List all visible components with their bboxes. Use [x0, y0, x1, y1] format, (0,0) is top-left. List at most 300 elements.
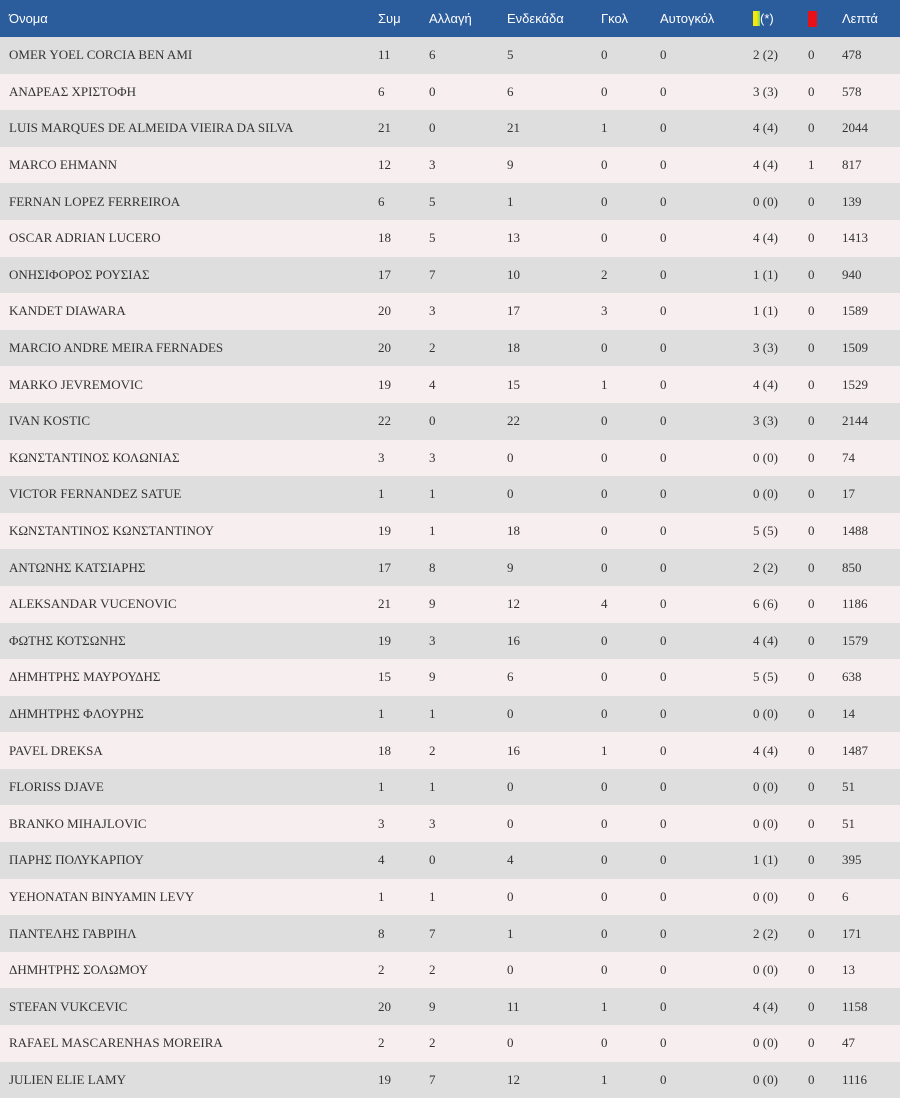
starts-cell: 0	[507, 705, 514, 721]
yellow-cards-cell: 1 (1)	[753, 266, 778, 282]
minutes-cell: 2144	[842, 413, 868, 429]
own-goals-cell: 0	[660, 962, 667, 978]
table-row[interactable]	[0, 513, 900, 550]
column-header-minutes[interactable]: Λεπτά	[842, 11, 878, 26]
own-goals-cell: 0	[660, 193, 667, 209]
appearances-cell: 6	[378, 193, 385, 209]
player-name-cell[interactable]: OSCAR ADRIAN LUCERO	[9, 230, 161, 246]
red-cards-cell: 0	[808, 815, 815, 831]
column-header-own-goals[interactable]: Αυτογκόλ	[660, 11, 715, 26]
substitutions-cell: 3	[429, 632, 436, 648]
own-goals-cell: 0	[660, 120, 667, 136]
appearances-cell: 22	[378, 413, 391, 429]
yellow-cards-cell: 5 (5)	[753, 669, 778, 685]
minutes-cell: 74	[842, 449, 855, 465]
minutes-cell: 940	[842, 266, 862, 282]
yellow-cards-cell: 0 (0)	[753, 1035, 778, 1051]
appearances-cell: 19	[378, 632, 391, 648]
player-name-cell[interactable]: ΔΗΜΗΤΡΗΣ ΣΟΛΩΜΟΥ	[9, 962, 149, 978]
red-cards-cell: 0	[808, 303, 815, 319]
substitutions-cell: 1	[429, 888, 436, 904]
appearances-cell: 19	[378, 523, 391, 539]
own-goals-cell: 0	[660, 1071, 667, 1087]
red-cards-cell: 0	[808, 266, 815, 282]
substitutions-cell: 0	[429, 83, 436, 99]
table-row[interactable]	[0, 110, 900, 147]
player-name-cell[interactable]: KANDET DIAWARA	[9, 303, 126, 319]
player-name-cell[interactable]: ΚΩΝΣΤΑΝΤΙΝΟΣ ΚΟΛΩΝΙΑΣ	[9, 449, 180, 465]
starts-cell: 0	[507, 962, 514, 978]
table-row[interactable]	[0, 1062, 900, 1098]
goals-cell: 0	[601, 779, 608, 795]
yellow-cards-suffix: (*)	[760, 11, 774, 26]
starts-cell: 16	[507, 742, 520, 758]
starts-cell: 1	[507, 925, 514, 941]
player-name-cell[interactable]: ΠΑΡΗΣ ΠΟΛΥΚΑΡΠΟΥ	[9, 852, 144, 868]
starts-cell: 21	[507, 120, 520, 136]
column-header-subs[interactable]: Αλλαγή	[429, 11, 472, 26]
red-cards-cell: 0	[808, 559, 815, 575]
yellow-cards-cell: 1 (1)	[753, 852, 778, 868]
appearances-cell: 8	[378, 925, 385, 941]
yellow-cards-cell: 1 (1)	[753, 303, 778, 319]
substitutions-cell: 7	[429, 266, 436, 282]
minutes-cell: 1158	[842, 998, 868, 1014]
appearances-cell: 3	[378, 449, 385, 465]
substitutions-cell: 2	[429, 742, 436, 758]
red-cards-cell: 0	[808, 669, 815, 685]
own-goals-cell: 0	[660, 779, 667, 795]
appearances-cell: 17	[378, 559, 391, 575]
yellow-cards-cell: 0 (0)	[753, 449, 778, 465]
goals-cell: 0	[601, 852, 608, 868]
player-name-cell[interactable]: ΑΝΔΡΕΑΣ ΧΡΙΣΤΟΦΗ	[9, 83, 137, 99]
red-cards-cell: 0	[808, 120, 815, 136]
minutes-cell: 1413	[842, 230, 868, 246]
table-row[interactable]	[0, 805, 900, 842]
own-goals-cell: 0	[660, 705, 667, 721]
table-row[interactable]	[0, 696, 900, 733]
yellow-cards-cell: 6 (6)	[753, 596, 778, 612]
yellow-cards-cell: 3 (3)	[753, 340, 778, 356]
yellow-cards-cell: 4 (4)	[753, 376, 778, 392]
substitutions-cell: 7	[429, 925, 436, 941]
substitutions-cell: 5	[429, 230, 436, 246]
player-name-cell[interactable]: MARCIO ANDRE MEIRA FERNADES	[9, 340, 224, 356]
table-body	[0, 37, 900, 1098]
player-name-cell[interactable]: ΟΝΗΣΙΦΟΡΟΣ ΡΟΥΣΙΑΣ	[9, 266, 150, 282]
player-name-cell[interactable]: MARKO JEVREMOVIC	[9, 376, 143, 392]
red-cards-cell: 0	[808, 852, 815, 868]
goals-cell: 0	[601, 815, 608, 831]
appearances-cell: 18	[378, 230, 391, 246]
table-row[interactable]	[0, 915, 900, 952]
red-cards-cell: 0	[808, 998, 815, 1014]
table-row[interactable]	[0, 147, 900, 184]
minutes-cell: 2044	[842, 120, 868, 136]
goals-cell: 0	[601, 449, 608, 465]
goals-cell: 0	[601, 705, 608, 721]
player-name-cell[interactable]: RAFAEL MASCARENHAS MOREIRA	[9, 1035, 223, 1051]
player-name-cell[interactable]: ΑΝΤΩΝΗΣ ΚΑΤΣΙΑΡΗΣ	[9, 559, 146, 575]
table-row[interactable]	[0, 659, 900, 696]
table-row[interactable]	[0, 988, 900, 1025]
minutes-cell: 1116	[842, 1071, 868, 1087]
substitutions-cell: 2	[429, 340, 436, 356]
player-name-cell[interactable]: JULIEN ELIE LAMY	[9, 1071, 126, 1087]
player-name-cell[interactable]: ΔΗΜΗΤΡΗΣ ΦΛΟΥΡΗΣ	[9, 705, 144, 721]
red-cards-cell: 0	[808, 742, 815, 758]
table-row[interactable]	[0, 623, 900, 660]
table-row[interactable]	[0, 842, 900, 879]
substitutions-cell: 1	[429, 779, 436, 795]
goals-cell: 0	[601, 83, 608, 99]
goals-cell: 0	[601, 888, 608, 904]
goals-cell: 1	[601, 120, 608, 136]
goals-cell: 1	[601, 376, 608, 392]
red-cards-cell: 0	[808, 925, 815, 941]
substitutions-cell: 0	[429, 852, 436, 868]
minutes-cell: 14	[842, 705, 855, 721]
red-cards-cell: 0	[808, 888, 815, 904]
red-cards-cell: 0	[808, 523, 815, 539]
own-goals-cell: 0	[660, 632, 667, 648]
starts-cell: 18	[507, 523, 520, 539]
starts-cell: 1	[507, 193, 514, 209]
appearances-cell: 20	[378, 998, 391, 1014]
starts-cell: 9	[507, 157, 514, 173]
own-goals-cell: 0	[660, 47, 667, 63]
own-goals-cell: 0	[660, 998, 667, 1014]
substitutions-cell: 1	[429, 523, 436, 539]
substitutions-cell: 9	[429, 669, 436, 685]
appearances-cell: 18	[378, 742, 391, 758]
player-name-cell[interactable]: FERNAN LOPEZ FERREIROA	[9, 193, 181, 209]
goals-cell: 0	[601, 340, 608, 356]
minutes-cell: 638	[842, 669, 862, 685]
player-name-cell[interactable]: VICTOR FERNANDEZ SATUE	[9, 486, 182, 502]
own-goals-cell: 0	[660, 376, 667, 392]
player-name-cell[interactable]: LUIS MARQUES DE ALMEIDA VIEIRA DA SILVA	[9, 120, 294, 136]
goals-cell: 0	[601, 1035, 608, 1051]
own-goals-cell: 0	[660, 266, 667, 282]
yellow-cards-cell: 4 (4)	[753, 157, 778, 173]
minutes-cell: 1579	[842, 632, 868, 648]
own-goals-cell: 0	[660, 157, 667, 173]
goals-cell: 0	[601, 230, 608, 246]
minutes-cell: 47	[842, 1035, 855, 1051]
table-row[interactable]	[0, 549, 900, 586]
own-goals-cell: 0	[660, 925, 667, 941]
appearances-cell: 1	[378, 486, 385, 502]
appearances-cell: 2	[378, 962, 385, 978]
yellow-card-icon	[753, 11, 760, 26]
player-name-cell[interactable]: ΠΑΝΤΕΛΗΣ ΓΑΒΡΙΗΛ	[9, 925, 137, 941]
red-cards-cell: 0	[808, 486, 815, 502]
appearances-cell: 20	[378, 340, 391, 356]
column-header-goals[interactable]: Γκολ	[601, 11, 628, 26]
column-header-yellow-cards[interactable]	[753, 0, 808, 37]
red-cards-cell: 0	[808, 962, 815, 978]
goals-cell: 0	[601, 669, 608, 685]
substitutions-cell: 4	[429, 376, 436, 392]
player-name-cell[interactable]: STEFAN VUKCEVIC	[9, 998, 128, 1014]
minutes-cell: 1589	[842, 303, 868, 319]
table-row[interactable]	[0, 586, 900, 623]
minutes-cell: 1529	[842, 376, 868, 392]
red-cards-cell: 0	[808, 596, 815, 612]
yellow-cards-cell: 3 (3)	[753, 413, 778, 429]
substitutions-cell: 2	[429, 1035, 436, 1051]
red-cards-cell: 0	[808, 47, 815, 63]
yellow-cards-cell: 4 (4)	[753, 998, 778, 1014]
appearances-cell: 1	[378, 705, 385, 721]
substitutions-cell: 7	[429, 1071, 436, 1087]
table-row[interactable]	[0, 366, 900, 403]
substitutions-cell: 1	[429, 705, 436, 721]
table-row[interactable]	[0, 293, 900, 330]
minutes-cell: 6	[842, 888, 849, 904]
table-row[interactable]	[0, 952, 900, 989]
appearances-cell: 21	[378, 120, 391, 136]
starts-cell: 12	[507, 1071, 520, 1087]
substitutions-cell: 6	[429, 47, 436, 63]
yellow-cards-cell: 0 (0)	[753, 779, 778, 795]
own-goals-cell: 0	[660, 83, 667, 99]
minutes-cell: 17	[842, 486, 855, 502]
goals-cell: 0	[601, 193, 608, 209]
minutes-cell: 1186	[842, 596, 868, 612]
minutes-cell: 139	[842, 193, 862, 209]
yellow-cards-cell: 0 (0)	[753, 486, 778, 502]
own-goals-cell: 0	[660, 303, 667, 319]
column-header-apps[interactable]: Συμ	[378, 11, 401, 26]
appearances-cell: 15	[378, 669, 391, 685]
substitutions-cell: 8	[429, 559, 436, 575]
table-row[interactable]	[0, 183, 900, 220]
minutes-cell: 850	[842, 559, 862, 575]
starts-cell: 0	[507, 449, 514, 465]
appearances-cell: 6	[378, 83, 385, 99]
goals-cell: 0	[601, 925, 608, 941]
goals-cell: 0	[601, 559, 608, 575]
yellow-cards-cell: 5 (5)	[753, 523, 778, 539]
starts-cell: 0	[507, 888, 514, 904]
goals-cell: 0	[601, 47, 608, 63]
table-row[interactable]	[0, 257, 900, 294]
starts-cell: 16	[507, 632, 520, 648]
substitutions-cell: 2	[429, 962, 436, 978]
table-row[interactable]	[0, 1025, 900, 1062]
own-goals-cell: 0	[660, 413, 667, 429]
red-cards-cell: 0	[808, 779, 815, 795]
appearances-cell: 11	[378, 47, 391, 63]
minutes-cell: 51	[842, 815, 855, 831]
yellow-cards-cell: 4 (4)	[753, 120, 778, 136]
yellow-cards-cell: 2 (2)	[753, 559, 778, 575]
table-row[interactable]	[0, 403, 900, 440]
player-name-cell[interactable]: PAVEL DREKSA	[9, 742, 103, 758]
yellow-cards-cell: 0 (0)	[753, 705, 778, 721]
starts-cell: 6	[507, 83, 514, 99]
minutes-cell: 395	[842, 852, 862, 868]
starts-cell: 18	[507, 340, 520, 356]
red-cards-cell: 0	[808, 1035, 815, 1051]
own-goals-cell: 0	[660, 340, 667, 356]
appearances-cell: 12	[378, 157, 391, 173]
appearances-cell: 20	[378, 303, 391, 319]
red-cards-cell: 1	[808, 157, 815, 173]
column-header-starts[interactable]: Ενδεκάδα	[507, 11, 564, 26]
player-name-cell[interactable]: ΦΩΤΗΣ ΚΟΤΣΩΝΗΣ	[9, 632, 126, 648]
red-cards-cell: 0	[808, 376, 815, 392]
appearances-cell: 4	[378, 852, 385, 868]
substitutions-cell: 1	[429, 486, 436, 502]
table-row[interactable]	[0, 37, 900, 74]
table-row[interactable]	[0, 732, 900, 769]
player-name-cell[interactable]: BRANKO MIHAJLOVIC	[9, 815, 147, 831]
minutes-cell: 478	[842, 47, 862, 63]
goals-cell: 0	[601, 413, 608, 429]
minutes-cell: 1488	[842, 523, 868, 539]
starts-cell: 5	[507, 47, 514, 63]
red-cards-cell: 0	[808, 193, 815, 209]
player-name-cell[interactable]: MARCO EHMANN	[9, 157, 117, 173]
appearances-cell: 17	[378, 266, 391, 282]
table-row[interactable]	[0, 440, 900, 477]
table-row[interactable]	[0, 330, 900, 367]
yellow-cards-cell: 0 (0)	[753, 815, 778, 831]
substitutions-cell: 0	[429, 120, 436, 136]
starts-cell: 11	[507, 998, 520, 1014]
own-goals-cell: 0	[660, 669, 667, 685]
goals-cell: 1	[601, 742, 608, 758]
starts-cell: 0	[507, 779, 514, 795]
player-name-cell[interactable]: ΚΩΝΣΤΑΝΤΙΝΟΣ ΚΩΝΣΤΑΝΤΙΝΟΥ	[9, 523, 215, 539]
appearances-cell: 3	[378, 815, 385, 831]
yellow-cards-cell: 4 (4)	[753, 230, 778, 246]
goals-cell: 0	[601, 486, 608, 502]
own-goals-cell: 0	[660, 1035, 667, 1051]
substitutions-cell: 9	[429, 998, 436, 1014]
table-row[interactable]	[0, 476, 900, 513]
substitutions-cell: 3	[429, 815, 436, 831]
goals-cell: 0	[601, 632, 608, 648]
yellow-cards-cell: 2 (2)	[753, 925, 778, 941]
red-cards-cell: 0	[808, 449, 815, 465]
minutes-cell: 171	[842, 925, 862, 941]
yellow-cards-cell: 0 (0)	[753, 1071, 778, 1087]
starts-cell: 13	[507, 230, 520, 246]
red-cards-cell: 0	[808, 413, 815, 429]
starts-cell: 22	[507, 413, 520, 429]
own-goals-cell: 0	[660, 523, 667, 539]
player-name-cell[interactable]: IVAN KOSTIC	[9, 413, 91, 429]
table-row[interactable]	[0, 220, 900, 257]
appearances-cell: 1	[378, 779, 385, 795]
starts-cell: 4	[507, 852, 514, 868]
own-goals-cell: 0	[660, 596, 667, 612]
table-row[interactable]	[0, 879, 900, 916]
yellow-cards-cell: 0 (0)	[753, 888, 778, 904]
goals-cell: 3	[601, 303, 608, 319]
column-header-red-cards[interactable]	[808, 0, 842, 37]
goals-cell: 0	[601, 962, 608, 978]
substitutions-cell: 3	[429, 157, 436, 173]
table-header-row	[0, 0, 900, 37]
starts-cell: 0	[507, 486, 514, 502]
yellow-cards-cell: 0 (0)	[753, 193, 778, 209]
minutes-cell: 1509	[842, 340, 868, 356]
starts-cell: 17	[507, 303, 520, 319]
player-name-cell[interactable]: ΔΗΜΗΤΡΗΣ ΜΑΥΡΟΥΔΗΣ	[9, 669, 161, 685]
substitutions-cell: 9	[429, 596, 436, 612]
starts-cell: 6	[507, 669, 514, 685]
goals-cell: 0	[601, 523, 608, 539]
appearances-cell: 1	[378, 888, 385, 904]
minutes-cell: 1487	[842, 742, 868, 758]
red-cards-cell: 0	[808, 1071, 815, 1087]
red-cards-cell: 0	[808, 83, 815, 99]
own-goals-cell: 0	[660, 230, 667, 246]
own-goals-cell: 0	[660, 559, 667, 575]
own-goals-cell: 0	[660, 449, 667, 465]
own-goals-cell: 0	[660, 742, 667, 758]
yellow-cards-cell: 4 (4)	[753, 742, 778, 758]
table-row[interactable]	[0, 74, 900, 111]
starts-cell: 0	[507, 1035, 514, 1051]
yellow-cards-cell: 3 (3)	[753, 83, 778, 99]
red-cards-cell: 0	[808, 340, 815, 356]
goals-cell: 1	[601, 1071, 608, 1087]
yellow-cards-cell: 0 (0)	[753, 962, 778, 978]
substitutions-cell: 3	[429, 449, 436, 465]
appearances-cell: 2	[378, 1035, 385, 1051]
goals-cell: 0	[601, 157, 608, 173]
player-name-cell[interactable]: ALEKSANDAR VUCENOVIC	[9, 596, 177, 612]
goals-cell: 2	[601, 266, 608, 282]
own-goals-cell: 0	[660, 852, 667, 868]
starts-cell: 12	[507, 596, 520, 612]
red-cards-cell: 0	[808, 632, 815, 648]
yellow-cards-cell: 2 (2)	[753, 47, 778, 63]
own-goals-cell: 0	[660, 888, 667, 904]
appearances-cell: 19	[378, 1071, 391, 1087]
minutes-cell: 13	[842, 962, 855, 978]
starts-cell: 0	[507, 815, 514, 831]
red-cards-cell: 0	[808, 705, 815, 721]
minutes-cell: 578	[842, 83, 862, 99]
minutes-cell: 51	[842, 779, 855, 795]
own-goals-cell: 0	[660, 815, 667, 831]
substitutions-cell: 3	[429, 303, 436, 319]
minutes-cell: 817	[842, 157, 862, 173]
own-goals-cell: 0	[660, 486, 667, 502]
table-row[interactable]	[0, 769, 900, 806]
substitutions-cell: 0	[429, 413, 436, 429]
substitutions-cell: 5	[429, 193, 436, 209]
red-card-icon	[808, 11, 817, 27]
player-name-cell[interactable]: FLORISS DJAVE	[9, 779, 104, 795]
player-name-cell[interactable]: OMER YOEL CORCIA BEN AMI	[9, 47, 193, 63]
appearances-cell: 21	[378, 596, 391, 612]
starts-cell: 10	[507, 266, 520, 282]
appearances-cell: 19	[378, 376, 391, 392]
player-name-cell[interactable]: YEHONATAN BINYAMIN LEVY	[9, 888, 195, 904]
starts-cell: 15	[507, 376, 520, 392]
goals-cell: 1	[601, 998, 608, 1014]
column-header-name[interactable]: Όνομα	[9, 11, 48, 26]
